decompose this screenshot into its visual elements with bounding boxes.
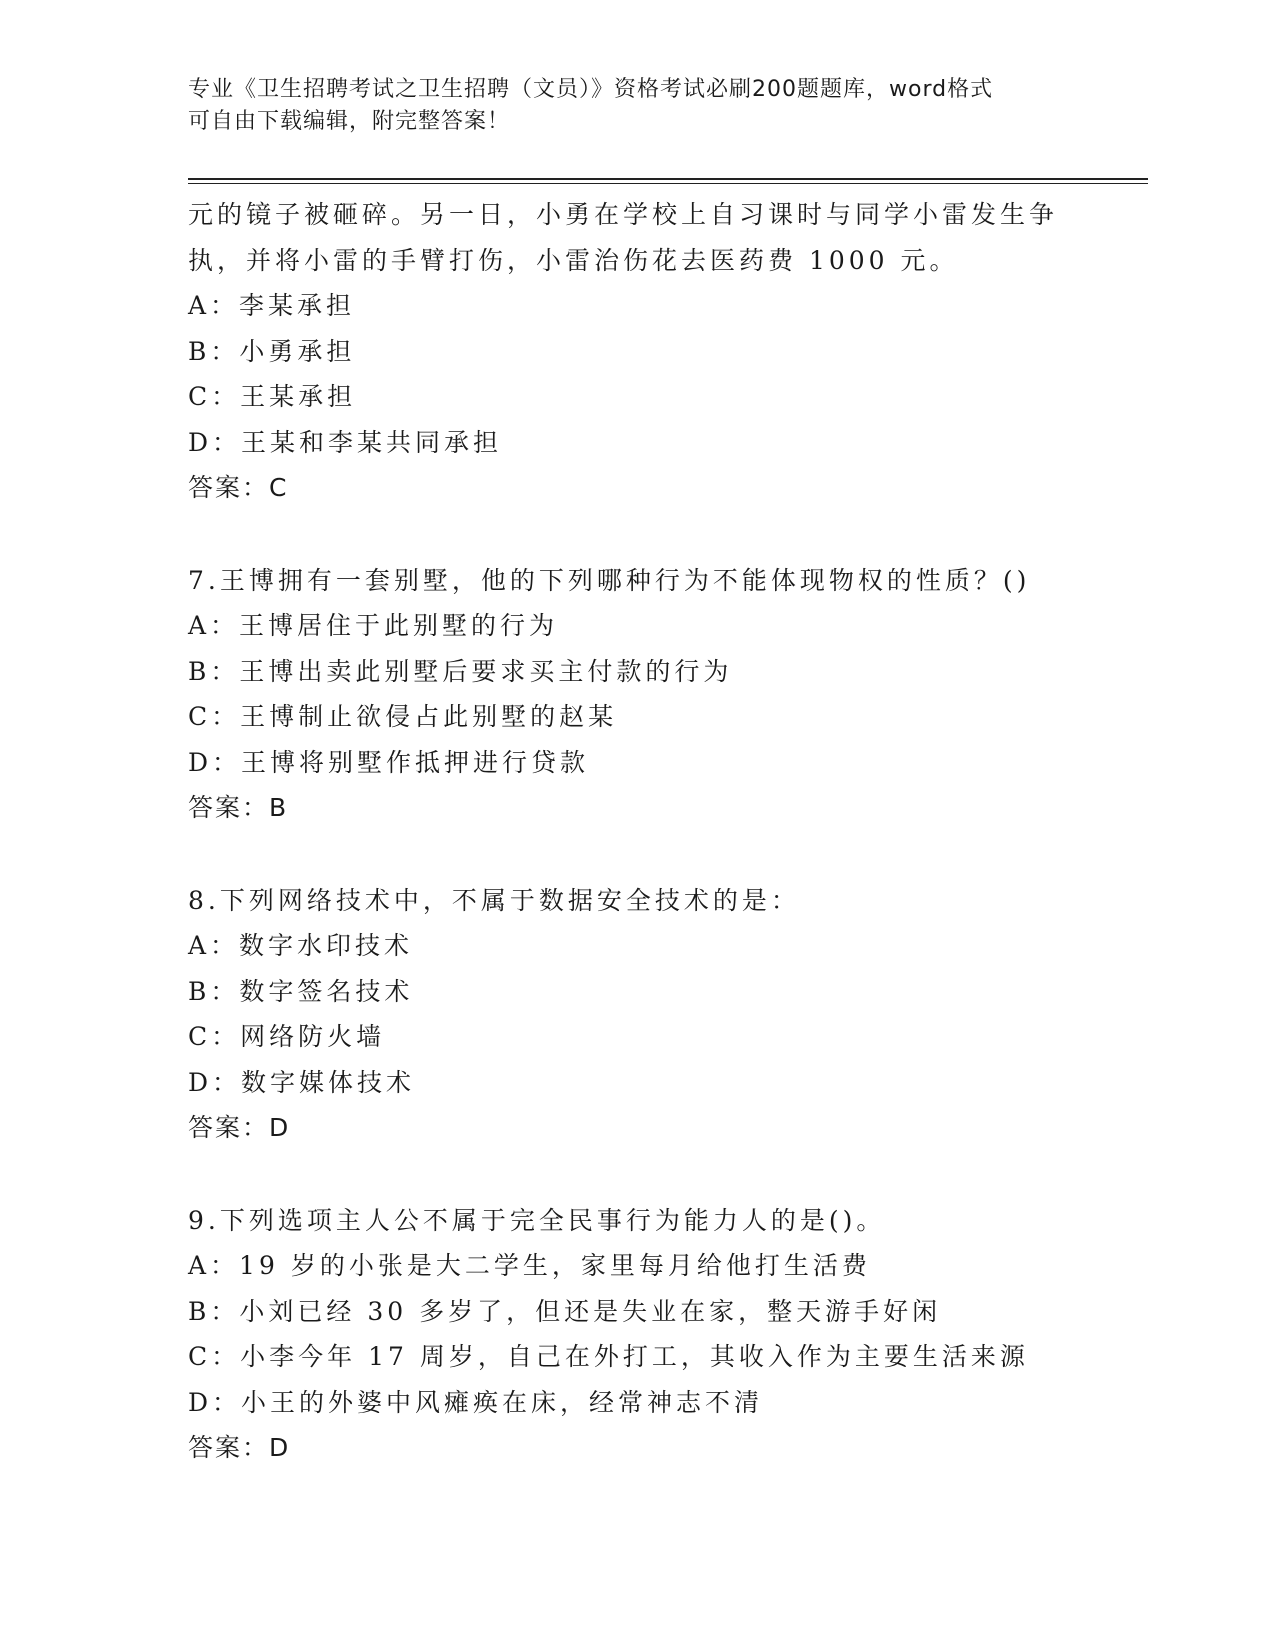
- question-9: [188, 1198, 1148, 1471]
- option-c: C：王某承担: [188, 382, 357, 411]
- answer: 答案：D: [188, 1113, 291, 1142]
- header-divider-thick: [188, 178, 1148, 180]
- question-stem: 7.王博拥有一套别墅，他的下列哪种行为不能体现物权的性质？(): [188, 565, 1031, 595]
- spacer: [188, 511, 1148, 558]
- header-line-2: 可自由下载编辑，附完整答案！: [188, 109, 511, 134]
- document-header: [188, 74, 1088, 138]
- option-a: A：数字水印技术: [188, 931, 414, 960]
- option-c: C：王博制止欲侵占此别墅的赵某: [188, 702, 618, 731]
- question-8: [188, 878, 1148, 1151]
- header-divider-thin: [188, 183, 1148, 184]
- header-line-1: 专业《卫生招聘考试之卫生招聘（文员）》资格考试必刷200题题库，word格式: [188, 77, 994, 102]
- question-list: [188, 192, 1148, 1471]
- question-stem: 9.下列选项主人公不属于完全民事行为能力人的是()。: [188, 1205, 886, 1235]
- spacer: [188, 1151, 1148, 1198]
- answer: 答案：D: [188, 1433, 291, 1462]
- option-a: A：李某承担: [188, 291, 356, 320]
- spacer: [188, 831, 1148, 878]
- option-d: D：王某和李某共同承担: [188, 427, 503, 457]
- option-d: D：小王的外婆中风瘫痪在床，经常神志不清: [188, 1387, 764, 1417]
- option-b: B：数字签名技术: [188, 976, 414, 1006]
- question-stem: 8.下列网络技术中，不属于数据安全技术的是：: [188, 885, 800, 915]
- question-7: [188, 558, 1148, 831]
- option-b: B：王博出卖此别墅后要求买主付款的行为: [188, 656, 733, 686]
- question-text-line: 元的镜子被砸碎。另一日，小勇在学校上自习课时与同学小雷发生争: [188, 200, 1059, 229]
- option-d: D：数字媒体技术: [188, 1067, 416, 1097]
- option-a: A：19 岁的小张是大二学生，家里每月给他打生活费: [188, 1251, 871, 1280]
- option-a: A：王博居住于此别墅的行为: [188, 611, 559, 640]
- option-c: C：小李今年 17 周岁，自己在外打工，其收入作为主要生活来源: [188, 1342, 1029, 1371]
- question-text-line: 执，并将小雷的手臂打伤，小雷治伤花去医药费 1000 元。: [188, 245, 959, 275]
- option-b: B：小勇承担: [188, 336, 356, 366]
- option-b: B：小刘已经 30 多岁了，但还是失业在家，整天游手好闲: [188, 1296, 942, 1326]
- option-c: C：网络防火墙: [188, 1022, 386, 1051]
- answer: 答案：B: [188, 793, 289, 822]
- option-d: D：王博将别墅作抵押进行贷款: [188, 747, 590, 777]
- question-6-continuation: [188, 192, 1148, 511]
- answer: 答案：C: [188, 473, 289, 502]
